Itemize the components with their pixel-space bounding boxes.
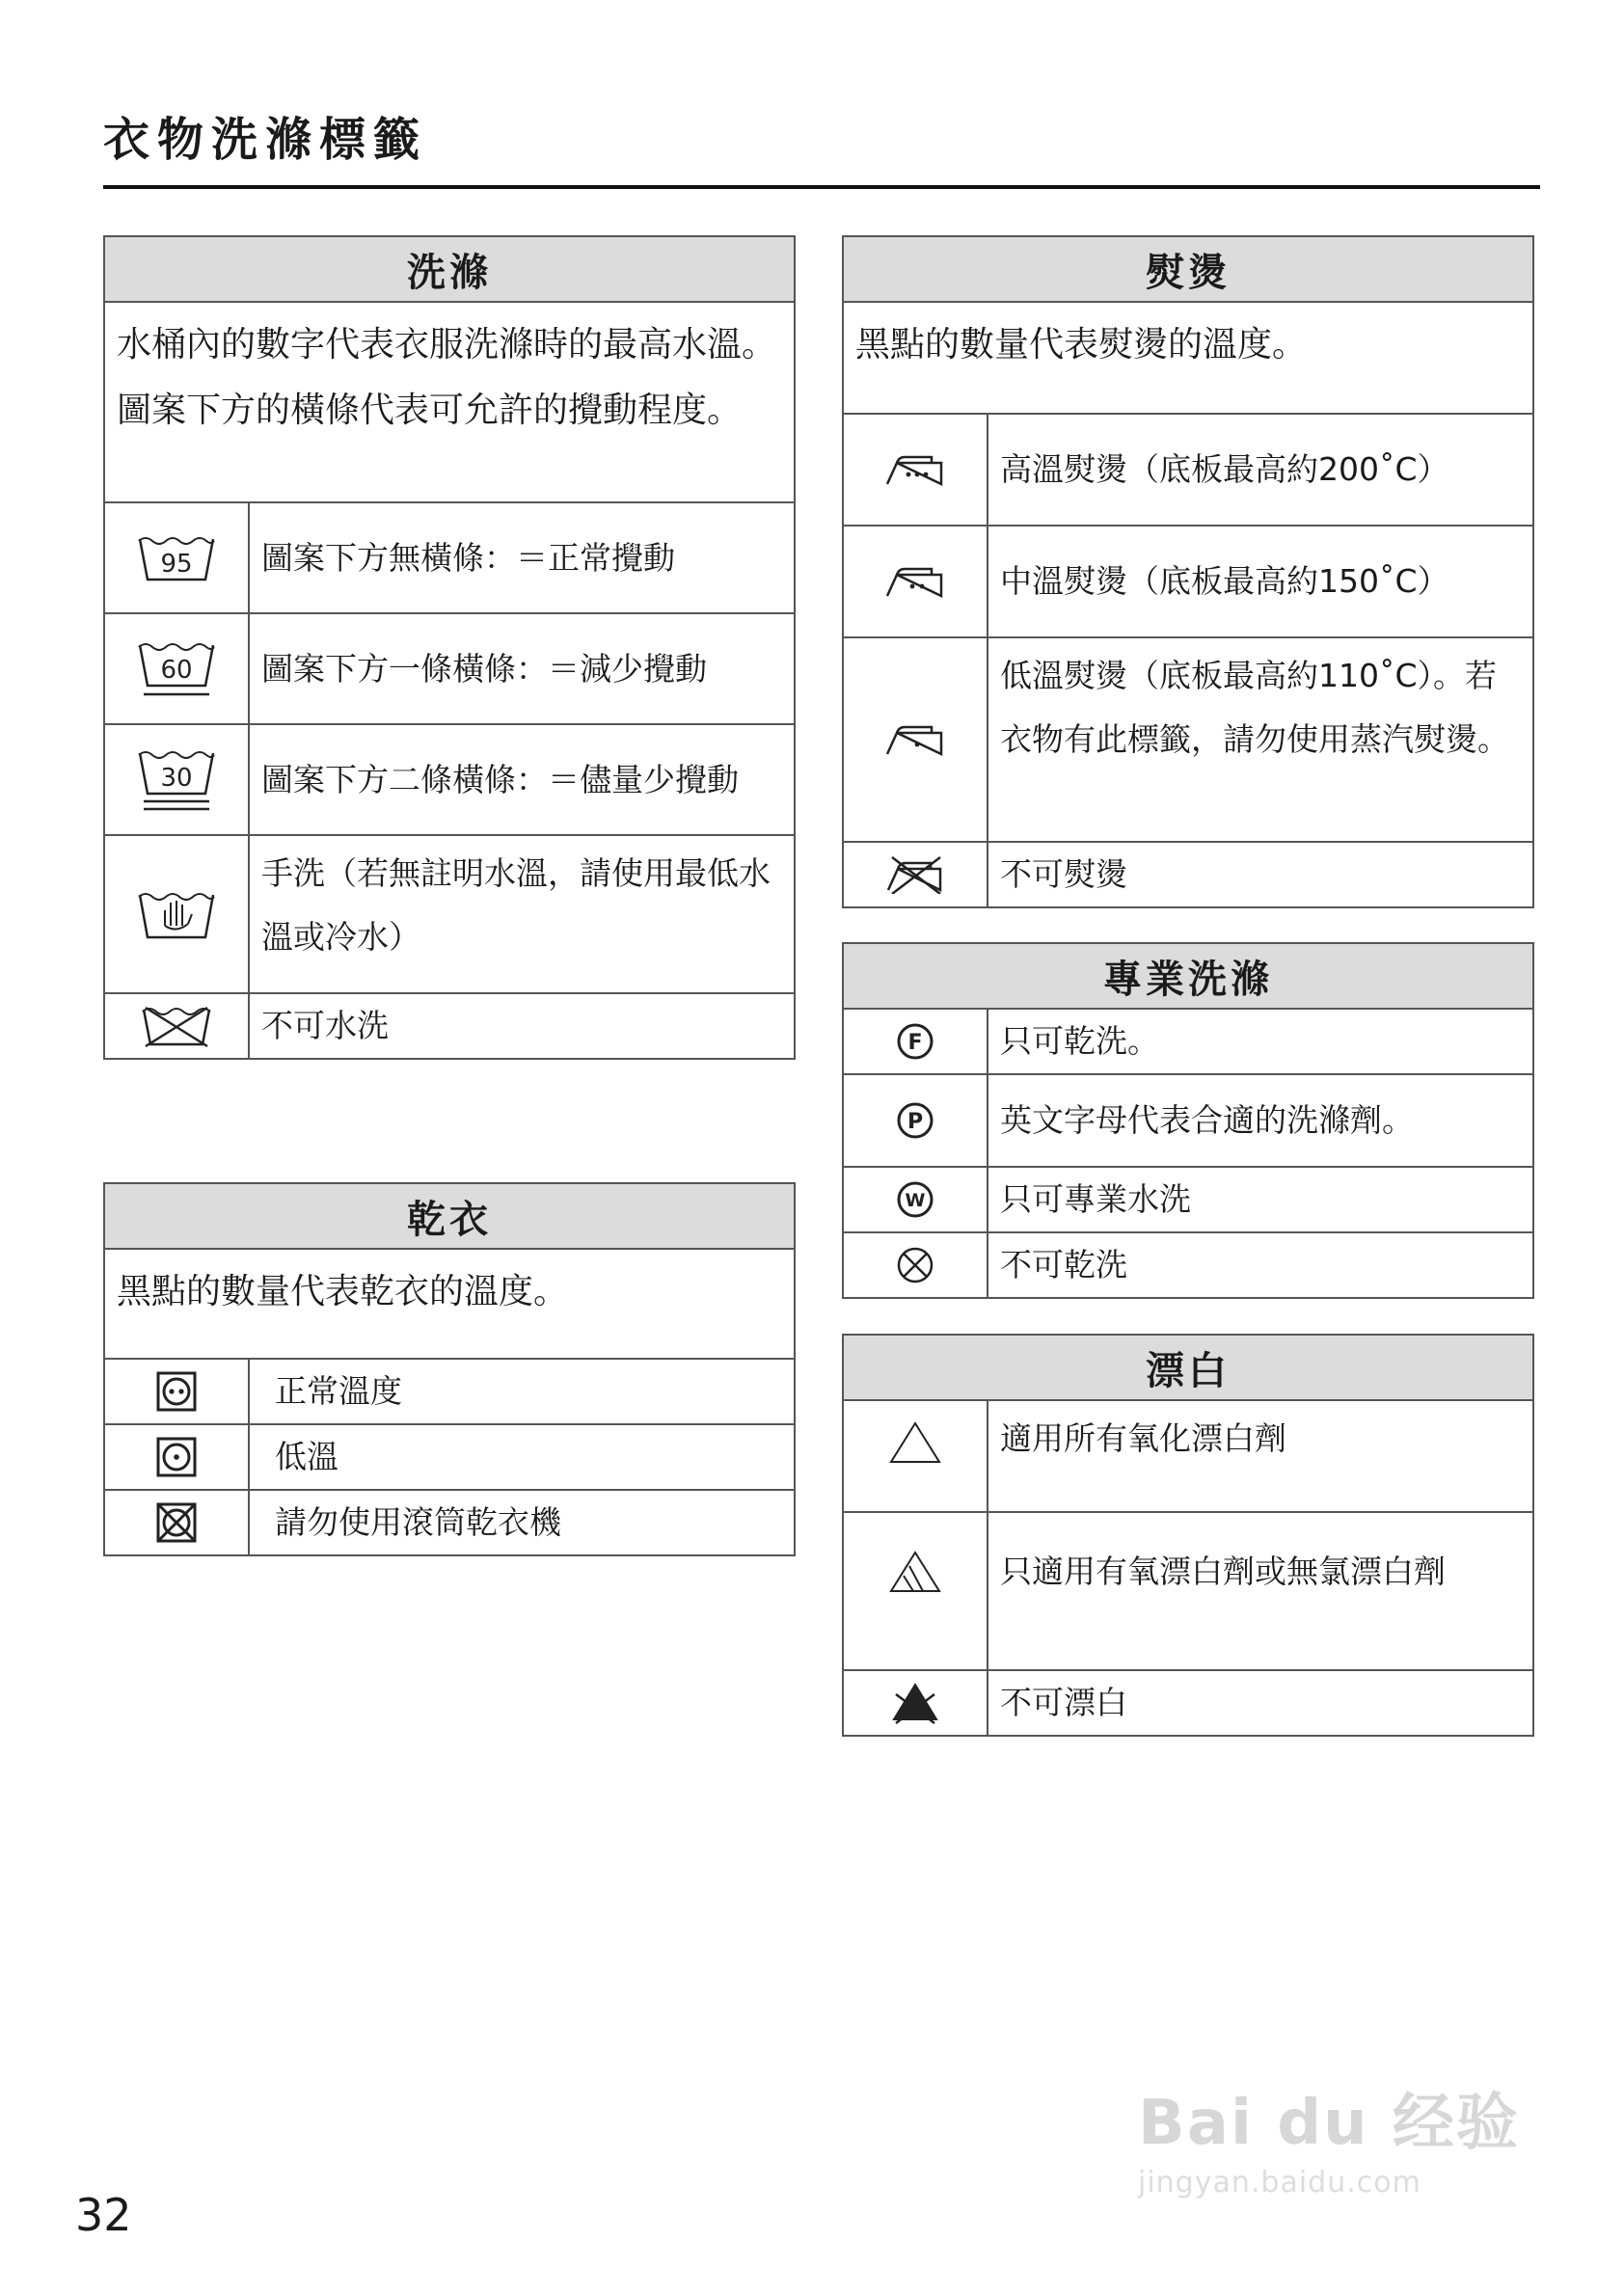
ironing-heading: 熨燙 xyxy=(843,236,1533,302)
ironing-description: 黑點的數量代表熨燙的溫度。 xyxy=(843,302,1533,414)
drying-row-text: 請勿使用滾筒乾衣機 xyxy=(249,1490,795,1555)
washing-section xyxy=(103,235,796,1060)
bleaching-row-text: 適用所有氧化漂白劑 xyxy=(988,1400,1533,1512)
tumble-dry-low-icon xyxy=(156,1437,197,1477)
ironing-row-text: 中溫熨燙（底板最高約150˚C） xyxy=(988,526,1533,637)
do-not-tumble-dry-icon xyxy=(156,1502,197,1543)
professional-heading: 專業洗滌 xyxy=(843,943,1533,1009)
washing-description: 水桶內的數字代表衣服洗滌時的最高水溫。圖案下方的橫條代表可允許的攪動程度。 xyxy=(104,302,795,502)
bleach-any-icon xyxy=(888,1420,942,1465)
iron-low-icon xyxy=(885,723,945,756)
ironing-section xyxy=(842,235,1534,908)
svg-text:P: P xyxy=(907,1110,924,1134)
wet-clean-w-icon xyxy=(896,1180,934,1219)
svg-text:30: 30 xyxy=(160,763,193,793)
professional-row-text: 不可乾洗 xyxy=(988,1232,1533,1298)
drying-description: 黑點的數量代表乾衣的溫度。 xyxy=(104,1249,795,1359)
dry-clean-p-icon xyxy=(896,1101,934,1140)
dry-clean-f-icon xyxy=(896,1022,934,1061)
washing-row-text: 手洗（若無註明水溫，請使用最低水溫或冷水） xyxy=(249,835,795,993)
wash-tub-30-two-bars-icon xyxy=(136,747,217,813)
watermark-brand: Bai du 经验 xyxy=(1138,2088,1520,2159)
bleaching-row-text: 不可漂白 xyxy=(988,1670,1533,1736)
do-not-wash-icon xyxy=(140,1004,213,1048)
svg-text:F: F xyxy=(907,1031,923,1055)
professional-row-text: 英文字母代表合適的洗滌劑。 xyxy=(988,1074,1533,1167)
drying-row-text: 低溫 xyxy=(249,1424,795,1490)
professional-row-text: 只可專業水洗 xyxy=(988,1167,1533,1232)
ironing-row-text: 低溫熨燙（底板最高約110˚C）。若衣物有此標籤，請勿使用蒸汽熨燙。 xyxy=(988,637,1533,842)
tumble-dry-normal-icon xyxy=(156,1371,197,1412)
ironing-row-text: 高溫熨燙（底板最高約200˚C） xyxy=(988,414,1533,526)
bleaching-section xyxy=(842,1334,1534,1737)
bleach-non-chlorine-icon xyxy=(888,1550,942,1594)
watermark xyxy=(1138,2073,1553,2228)
ironing-row-text: 不可熨燙 xyxy=(988,842,1533,907)
do-not-dry-clean-icon xyxy=(896,1246,934,1284)
washing-row-text: 圖案下方一條橫條：＝減少攪動 xyxy=(249,613,795,724)
svg-text:W: W xyxy=(905,1190,926,1211)
professional-row-text: 只可乾洗。 xyxy=(988,1009,1533,1074)
bleaching-heading: 漂白 xyxy=(843,1335,1533,1400)
page-title: 衣物洗滌標籤 xyxy=(103,113,428,167)
iron-medium-icon xyxy=(885,565,945,598)
hand-wash-icon xyxy=(136,885,217,943)
bleaching-row-text: 只適用有氧漂白劑或無氯漂白劑 xyxy=(988,1512,1533,1670)
svg-text:95: 95 xyxy=(160,549,193,579)
drying-heading: 乾衣 xyxy=(104,1183,795,1249)
washing-heading: 洗滌 xyxy=(104,236,795,302)
iron-high-icon xyxy=(885,453,945,486)
wash-tub-60-one-bar-icon xyxy=(136,639,217,699)
page-number: 32 xyxy=(75,2189,132,2241)
title-divider xyxy=(103,185,1540,189)
do-not-iron-icon xyxy=(884,855,946,894)
washing-row-text: 不可水洗 xyxy=(249,993,795,1059)
svg-text:60: 60 xyxy=(160,655,193,685)
do-not-bleach-icon xyxy=(890,1681,940,1725)
wash-tub-95-icon xyxy=(136,531,217,585)
washing-row-text: 圖案下方二條橫條：＝儘量少攪動 xyxy=(249,724,795,835)
drying-row-text: 正常溫度 xyxy=(249,1359,795,1424)
drying-section xyxy=(103,1182,796,1556)
watermark-url: jingyan.baidu.com xyxy=(1138,2166,1421,2200)
washing-row-text: 圖案下方無橫條：＝正常攪動 xyxy=(249,502,795,613)
professional-section xyxy=(842,942,1534,1299)
